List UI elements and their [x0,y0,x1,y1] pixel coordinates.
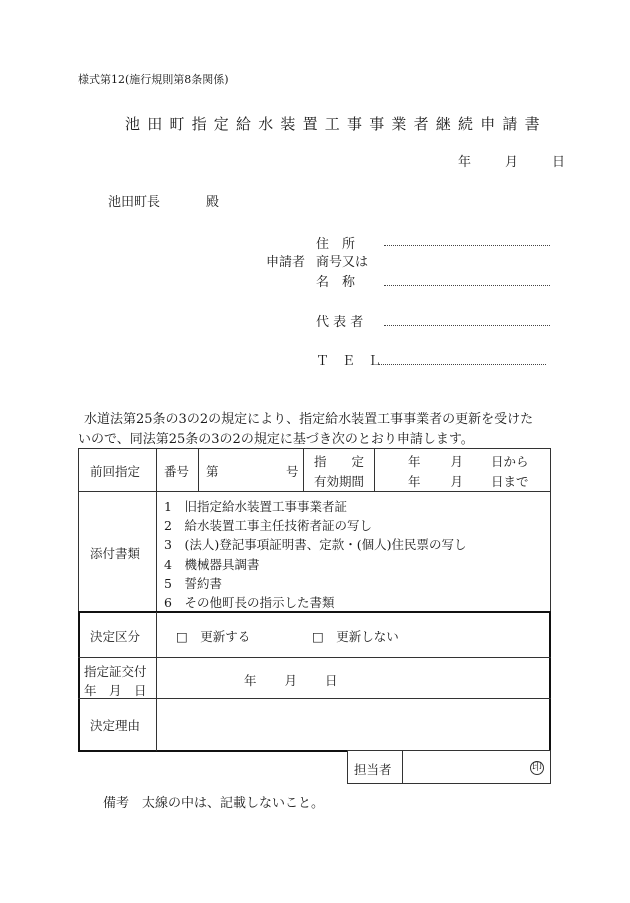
from-month: 月 [450,454,464,469]
document-title: 池田町指定給水装置工事事業者継続申請書 [125,115,547,133]
issue-year: 年 [244,673,257,688]
tel-label: Ｔ Ｅ Ｌ [316,354,382,369]
remarks-note: 備考 太線の中は、記載しないこと。 [103,796,325,811]
number-dai: 第 [206,464,219,479]
representative-field[interactable] [384,325,550,326]
trade-name-field[interactable] [384,285,550,286]
attachment-item-4: 4 機械器具調書 [164,557,260,572]
attachments-label: 添付書類 [90,546,141,561]
tel-field[interactable] [378,364,546,365]
issue-month: 月 [284,673,298,688]
validity-label-1: 指 定 [314,454,365,469]
attachment-item-2: 2 給水装置工事主任技術者証の写し [164,518,372,533]
date-year: 年 [458,155,472,170]
address-field[interactable] [384,245,550,246]
form-number: 様式第12(施行規則第8条関係) [78,73,229,86]
statement-line-2: いので、同法第25条の3の2の規定に基づき次のとおり申請します。 [78,432,474,447]
application-table [78,448,551,784]
decision-reason-label: 決定理由 [90,718,141,733]
to-year: 年 [408,474,421,489]
application-date [458,151,565,170]
no-renew-checkbox[interactable]: □ 更新しない [312,629,399,644]
previous-designation-label: 前回指定 [90,464,141,479]
seal-mark: 印 [532,762,542,773]
from-year: 年 [408,454,421,469]
person-in-charge-label: 担当者 [354,762,392,777]
trade-name-label-2: 名 称 [316,275,356,290]
renew-checkbox[interactable]: □ 更新する [176,629,251,644]
number-go: 号 [286,464,299,479]
honorific: 殿 [206,195,220,210]
validity-label-2: 有効期間 [314,474,365,489]
number-label: 番号 [164,464,190,479]
to-day: 日まで [491,474,529,489]
application-statement [78,410,554,450]
trade-name-label-1: 商号又は [316,255,369,270]
attachment-item-3: 3 (法人)登記事項証明書、定款・(個人)住民票の写し [164,537,467,552]
representative-label: 代 表 者 [316,315,364,330]
from-day: 日から [491,454,529,469]
statement-line-1: 水道法第25条の3の2の規定により、指定給水装置工事事業者の更新を受けた [84,412,534,427]
attachment-item-5: 5 誓約書 [164,576,222,591]
date-day: 日 [552,155,566,170]
issue-day: 日 [325,673,338,688]
date-month: 月 [505,155,519,170]
addressee [108,191,219,210]
attachment-item-1: 1 旧指定給水装置工事事業者証 [164,499,347,514]
validity-from [408,452,529,470]
to-month: 月 [450,474,464,489]
attachment-item-6: 6 その他町長の指示した書類 [164,595,335,610]
issue-date-value [244,671,338,689]
validity-to [408,472,529,490]
address-label: 住 所 [316,237,356,252]
issue-date-label-1: 指定証交付 [84,664,147,679]
decision-label: 決定区分 [90,629,141,644]
addressee-name: 池田町長 [108,195,161,210]
issue-date-label-2: 年 月 日 [84,683,147,698]
applicant-label: 申請者 [266,255,306,270]
